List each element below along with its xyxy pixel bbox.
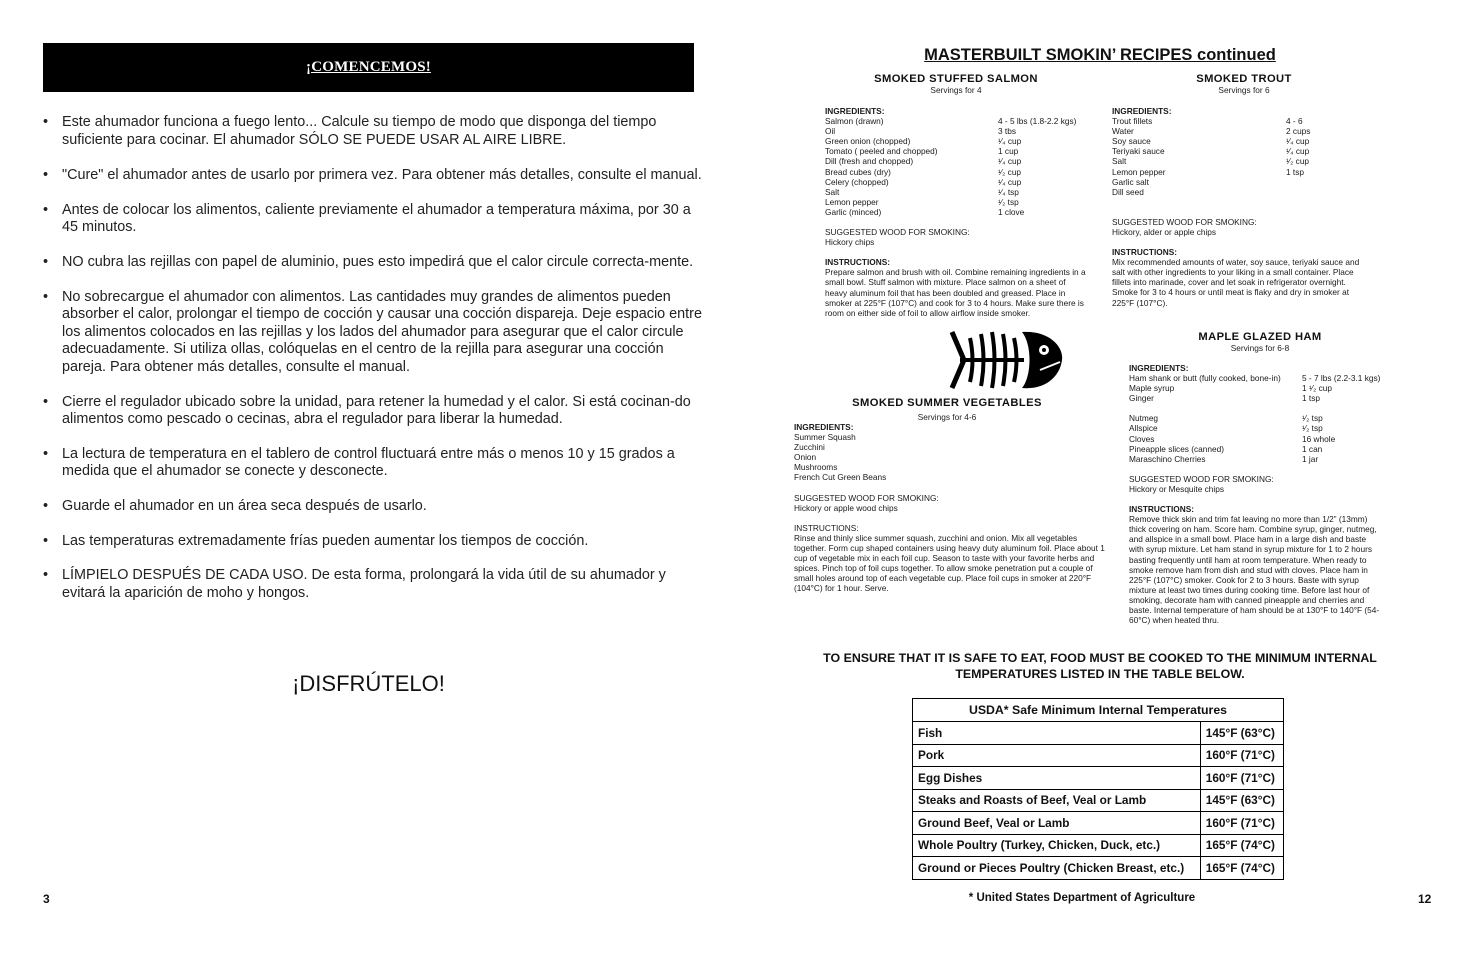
ingredient-row: Lemon pepper 1 tsp xyxy=(1112,166,1304,177)
temp-cell: 160°F (71°C) xyxy=(1200,812,1283,835)
wood-value: Hickory, alder or apple chips xyxy=(1112,226,1217,237)
table-header: USDA* Safe Minimum Internal Temperatures xyxy=(913,699,1284,722)
ingredient-row: Nutmeg ¹⁄₂ tsp xyxy=(1129,413,1323,424)
recipe-title: MAPLE GLAZED HAM xyxy=(1198,331,1322,343)
ingredient-row: Trout fillets 4 - 6 xyxy=(1112,116,1303,127)
ingredient-row: Salt ¹⁄₂ cup xyxy=(1112,156,1310,167)
instructions-text: Remove thick skin and trim fat leaving no more than 1/2” (13mm) thick covering on ham. Score ham. Combine syrup, ginger, nutmeg, and allspice in a small bowl. Place ham in a large dish and baste with syrup mixture. Let ham stand in syrup mixture for 1 to 2 hours basting frequently until ham at room temperature. When ready to smoke remove ham from dish and stud with cloves. Place ham in 225°F (107°C) smoker. Cook for 2 to 3 hours. Baste with syrup mixture at least two times during cooking time. Before last hour of smoking, decorate ham with canned pineapple and cherries and baste. Internal temperature of ham should be at 130°F to 140°F (54-60°C) when heated thru. xyxy=(1129,514,1380,626)
ingredient-row: Bread cubes (dry) ¹⁄₂ cup xyxy=(825,166,1022,177)
table-row xyxy=(913,857,1284,880)
trout-ingredients xyxy=(1112,106,1370,308)
table-header-row xyxy=(913,699,1284,722)
food-cell: Ground Beef, Veal or Lamb xyxy=(913,812,1201,835)
list-item: • No sobrecargue el ahumador con alimentos. Las cantidades muy grandes de alimentos pueden absorber el calor, prolongar el tiempo de cocción y causar una cocción dispareja. Deje espacio entre los alimentos colocados en las rejillas y los lados del ahumador para asegurar que el calor circule adecuadamente. Si utiliza ollas, colóquelas en el centro de la rejilla para asegurar una cocción pareja. Para obtener más detalles, consulte el manual. xyxy=(43,288,702,375)
food-cell: Ground or Pieces Poultry (Chicken Breast, etc.) xyxy=(913,857,1201,880)
instructions-text: Rinse and thinly slice summer squash, zucchini and onion. Mix all vegetables together. Form cup shaped containers using heavy duty aluminum foil. Place about 1 cup of vegetable mix in each foil cup. Season to taste with your favorite herbs and spices. Pinch top of foil cups together. To allow smoke penetration put a couple of small holes around top of each vegetable cup. Place foil cups in smoker at 220°F (104°C) for 1 hour. Serve. xyxy=(794,532,1105,594)
instructions-text: Mix recommended amounts of water, soy sauce, teriyaki sauce and salt with other ingredients to your liking in a small container. Place fillets into marinade, cover and let soak in refrigerator overnight. Smoke for 3 to 4 hours or until meat is flaky and dry in smoker at 225°F (107°C). xyxy=(1112,257,1360,308)
temp-cell: 165°F (74°C) xyxy=(1200,857,1283,880)
wood-label: SUGGESTED WOOD FOR SMOKING: xyxy=(1112,216,1257,227)
food-cell: Whole Poultry (Turkey, Chicken, Duck, etc.) xyxy=(913,834,1201,857)
section-banner xyxy=(43,43,694,92)
servings: Servings for 4 xyxy=(930,85,982,95)
temp-cell: 165°F (74°C) xyxy=(1200,834,1283,857)
ingredient-row: Tomato ( peeled and chopped) 1 cup xyxy=(825,146,1019,157)
safety-line: TEMPERATURES LISTED IN THE TABLE BELOW. xyxy=(955,667,1245,681)
instructions-text: Prepare salmon and brush with oil. Combine remaining ingredients in a small bowl. Stuff salmon with mixture. Place salmon on a sheet of heavy aluminum foil that has been doubled and greased. Place in smoker at 225°F (107°C) and cook for 3 to 4 hours. Make sure there is room on either side of foil to allow airflow inside smoker. xyxy=(825,267,1086,318)
table-row xyxy=(913,722,1284,745)
temp-cell: 160°F (71°C) xyxy=(1200,767,1283,790)
food-cell: Pork xyxy=(913,744,1201,767)
ingredient-row: Garlic salt xyxy=(1112,176,1149,187)
page-number-left: 3 xyxy=(43,892,50,906)
vegetables-details xyxy=(794,422,1108,593)
list-item: • Cierre el regulador ubicado sobre la unidad, para retener la humedad y el calor. Si está cocinan-do alimentos como pescado o cecinas, abra el regulador para liberar la humedad. xyxy=(43,393,691,428)
table-row xyxy=(913,789,1284,812)
recipe-title: SMOKED TROUT xyxy=(1196,73,1292,85)
ingredient-row: Oil 3 tbs xyxy=(825,126,1016,137)
list-item: • La lectura de temperatura en el tablero de control fluctuará entre más o menos 10 y 15 grados a medida que el ahumador se conecte y desconecte. xyxy=(43,445,675,480)
servings: Servings for 6-8 xyxy=(1230,343,1290,353)
instructions-label: INSTRUCTIONS: xyxy=(825,257,890,268)
page-title: MASTERBUILT SMOKIN’ RECIPES continued xyxy=(924,46,1276,64)
banner-title: ¡COMENCEMOS! xyxy=(306,59,431,75)
wood-value: Hickory chips xyxy=(825,237,875,248)
wood-value: Hickory or apple wood chips xyxy=(794,502,898,513)
ingredients-label: INGREDIENTS: xyxy=(825,106,885,116)
ingredients-label: INGREDIENTS: xyxy=(1112,106,1172,116)
tips-list xyxy=(43,114,703,602)
food-cell: Fish xyxy=(913,722,1201,745)
temperature-table xyxy=(912,698,1284,880)
ingredient-row: Garlic (minced) 1 clove xyxy=(825,206,1025,217)
table-row xyxy=(913,767,1284,790)
ingredient-row: Maple syrup 1 ¹⁄₂ cup xyxy=(1129,383,1332,394)
ingredient-row: Mushrooms xyxy=(794,462,838,473)
wood-label: SUGGESTED WOOD FOR SMOKING: xyxy=(825,227,970,238)
ingredient-row: Lemon pepper ¹⁄₂ tsp xyxy=(825,196,1019,207)
ingredient-row: Dill seed xyxy=(1112,186,1144,197)
list-item: • "Cure" el ahumador antes de usarlo por primera vez. Para obtener más detalles, consulte el manual. xyxy=(43,167,702,184)
wood-value: Hickory or Mesquite chips xyxy=(1129,483,1224,494)
ingredient-row: Summer Squash xyxy=(794,432,856,443)
page-number-right: 12 xyxy=(1418,892,1432,906)
ham-details xyxy=(1129,363,1391,625)
ingredient-row: Dill (fresh and chopped) ¹⁄₄ cup xyxy=(825,156,1022,167)
footnote: * United States Department of Agriculture xyxy=(968,892,1196,904)
ingredients-label: INGREDIENTS: xyxy=(1129,363,1189,373)
ingredient-row: Allspice ¹⁄₂ tsp xyxy=(1129,423,1323,434)
ingredient-row: Zucchini xyxy=(794,442,825,453)
ingredient-row: Salt ¹⁄₄ tsp xyxy=(825,186,1019,197)
temp-cell: 145°F (63°C) xyxy=(1200,789,1283,812)
ham-recipe xyxy=(1130,331,1390,353)
list-item: • LÍMPIELO DESPUÉS DE CADA USO. De esta forma, prolongará la vida útil de su ahumador y evitará la aparición de moho y hongos. xyxy=(43,567,666,601)
instructions-label: INSTRUCTIONS: xyxy=(1112,247,1177,258)
temp-cell: 145°F (63°C) xyxy=(1200,722,1283,745)
recipe-title: SMOKED STUFFED SALMON xyxy=(874,73,1038,85)
instructions-label: INSTRUCTIONS: xyxy=(1129,504,1194,515)
wood-label: SUGGESTED WOOD FOR SMOKING: xyxy=(1129,473,1274,484)
safety-notice xyxy=(790,650,1410,682)
ingredients-label: INGREDIENTS: xyxy=(794,422,854,432)
instructions-label: INSTRUCTIONS: xyxy=(794,522,859,533)
list-item: • Antes de colocar los alimentos, caliente previamente el ahumador a temperatura máxima, por 30 a 45 minutos. xyxy=(43,201,691,236)
list-item: • Las temperaturas extremadamente frías pueden aumentar los tiempos de cocción. xyxy=(43,532,589,549)
ingredient-row: Onion xyxy=(794,452,817,463)
ingredient-row: Ginger 1 tsp xyxy=(1129,393,1320,404)
servings: Servings for 6 xyxy=(1218,85,1270,95)
salmon-recipe xyxy=(826,73,1086,95)
table-row xyxy=(913,812,1284,835)
ingredient-row: Soy sauce ¹⁄₄ cup xyxy=(1112,136,1310,147)
closing-text: ¡DISFRÚTELO! xyxy=(292,671,445,696)
food-cell: Steaks and Roasts of Beef, Veal or Lamb xyxy=(913,789,1201,812)
list-item: • Este ahumador funciona a fuego lento... Calcule su tiempo de modo que disponga del tiempo suficiente para cocinar. El ahumador SÓLO SE PUEDE USAR AL AIRE LIBRE. xyxy=(43,114,657,148)
ingredient-row: Salmon (drawn) 4 - 5 lbs (1.8-2.2 kgs) xyxy=(825,116,1077,127)
ingredient-row: Cloves 16 whole xyxy=(1129,433,1336,444)
ingredient-row: Maraschino Cherries 1 jar xyxy=(1129,453,1319,464)
ingredient-row: Ham shank or butt (fully cooked, bone-in) 5 - 7 lbs (2.2-3.1 kgs) xyxy=(1129,373,1381,384)
food-cell: Egg Dishes xyxy=(913,767,1201,790)
servings: Servings for 4-6 xyxy=(917,412,977,422)
ingredient-row: Teriyaki sauce ¹⁄₄ cup xyxy=(1112,146,1310,157)
list-item: • NO cubra las rejillas con papel de aluminio, pues esto impedirá que el calor circule correcta-mente. xyxy=(43,253,694,270)
trout-recipe xyxy=(1114,73,1374,95)
ingredient-row: French Cut Green Beans xyxy=(794,472,887,483)
ingredient-row: Pineapple slices (canned) 1 can xyxy=(1129,443,1323,454)
ingredient-row: Green onion (chopped) ¹⁄₄ cup xyxy=(825,136,1022,147)
list-item: • Guarde el ahumador en un área seca después de usarlo. xyxy=(43,497,427,514)
vegetables-recipe xyxy=(816,397,1078,409)
salmon-ingredients xyxy=(825,106,1087,318)
fish-skeleton-icon xyxy=(948,326,1066,394)
recipe-title: SMOKED SUMMER VEGETABLES xyxy=(852,397,1042,409)
safety-line: TO ENSURE THAT IT IS SAFE TO EAT, FOOD MUST BE COOKED TO THE MINIMUM INTERNAL xyxy=(823,651,1377,665)
ingredient-row: Water 2 cups xyxy=(1112,126,1311,137)
ingredient-row: Celery (chopped) ¹⁄₄ cup xyxy=(825,176,1022,187)
wood-label: SUGGESTED WOOD FOR SMOKING: xyxy=(794,492,939,503)
temp-cell: 160°F (71°C) xyxy=(1200,744,1283,767)
table-row xyxy=(913,744,1284,767)
table-row xyxy=(913,834,1284,857)
